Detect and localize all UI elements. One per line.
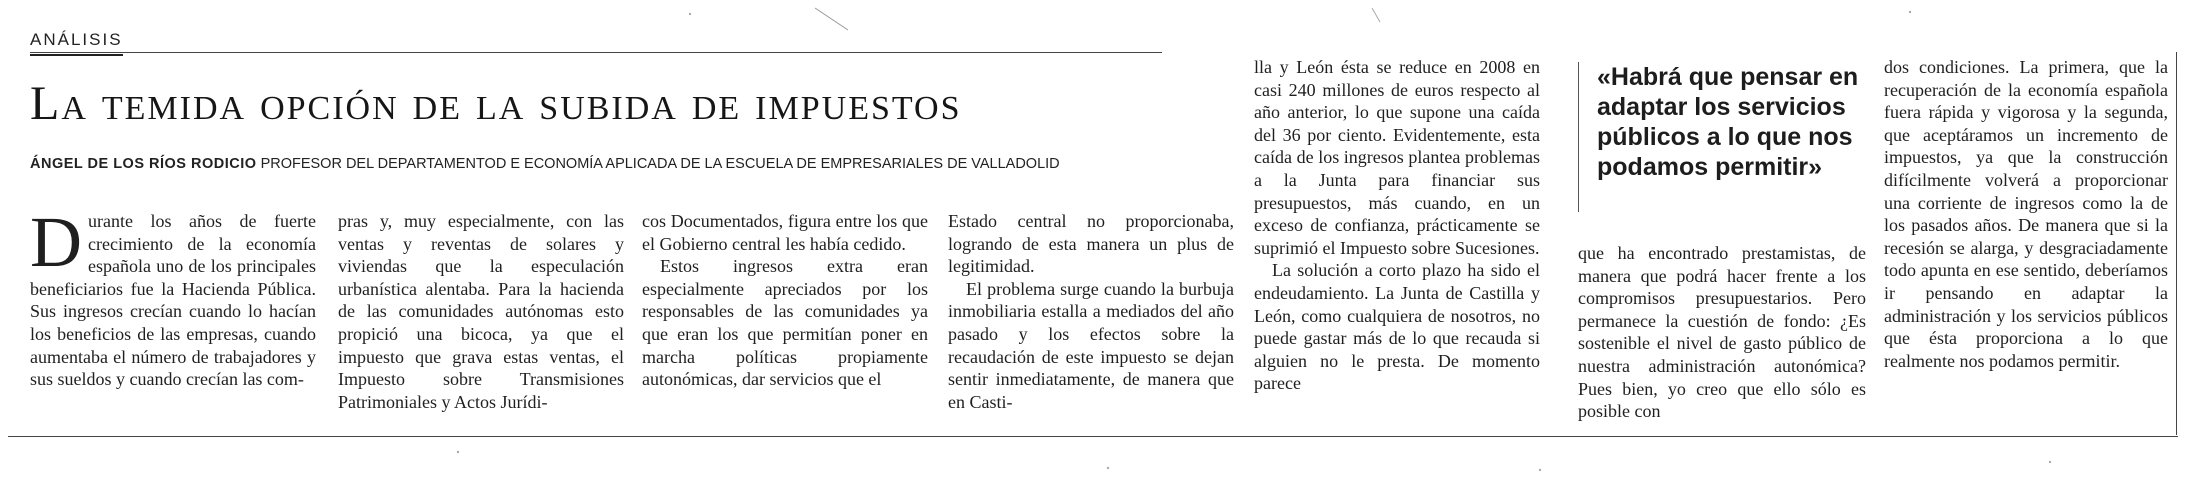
body-column-3: [642, 210, 928, 432]
scan-speck: [457, 451, 459, 453]
paragraph: [30, 210, 316, 391]
frame-right-rule: [2176, 52, 2177, 435]
paragraph: pras y, muy especialmente, con las ventas y reventas de solares y viviendas que la especulación urbanística alentaba. Para la hacienda de las comunidades autónomas esto propició una bicoca, ya que el impuesto que grava estas ventas, el Impuesto sobre Transmisiones Patrimoniales y Actos Jurídi-: [338, 211, 624, 412]
scan-mark: [815, 8, 848, 30]
frame-top-rule: [30, 52, 1162, 53]
body-column-6: [1578, 242, 1866, 432]
paragraph: La solución a corto plazo ha sido el endeudamiento. La Junta de Castilla y León, como cualquiera de nosotros, no puede gastar más de lo que recauda si alguien no le presta. De momento parece: [1254, 260, 1540, 394]
frame-bottom-rule: [8, 436, 2178, 437]
paragraph: lla y León ésta se reduce en 2008 en casi 240 millones de euros respecto al año anterior, lo que supone una caída del 36 por ciento. Evidentemente, esta caída de los ingresos plantea problemas a la Junta para financiar sus presupuestos, más cuando, en un exceso de confianza, prácticamente se suprimió el Impuesto sobre Sucesiones.: [1254, 57, 1540, 258]
scan-speck: [1107, 467, 1109, 469]
paragraph-text: urante los años de fuerte crecimiento de la economía española uno de los principales beneficiarios fue la Hacienda Pública. Sus ingresos crecían cuando lo hacían los beneficios de las empresas, cuando aumentaba el número de trabajadores y sus sueldos y cuando crecían las com-: [30, 211, 316, 390]
byline-author: ÁNGEL DE LOS RÍOS RODICIO: [30, 156, 257, 172]
body-column-4: [948, 210, 1234, 432]
body-column-1: [30, 210, 316, 432]
byline: [30, 156, 1170, 172]
paragraph: El problema surge cuando la burbuja inmobiliaria estalla a mediados del año pasado y los efectos sobre la recaudación de este impuesto se dejan sentir inmediatamente, de manera que en Casti-: [948, 278, 1234, 412]
paragraph: Estos ingresos extra eran especialmente apreciados por los responsables de las comunidades ya que eran los que permitían poner en marcha políticas propiamente autonómicas, dar servicios que el: [642, 256, 928, 390]
paragraph: Estado central no proporcionaba, logrando de esta manera un plus de legitimidad.: [948, 211, 1234, 277]
scan-speck: [689, 13, 691, 15]
body-column-2: [338, 210, 624, 432]
drop-cap: D: [30, 210, 82, 282]
scan-speck: [1539, 469, 1541, 471]
scan-speck: [2049, 461, 2051, 463]
body-column-5: [1254, 56, 1540, 432]
paragraph: dos condiciones. La primera, que la recuperación de la economía española fuera rápida y vigorosa y la segunda, que aceptáramos un incremento de impuestos, ya que la construcción difícilmente volverá a proporcionar una corriente de ingresos como la de los pasados años. De manera que si la recesión se alarga, y desgraciadamente todo apunta en ese sentido, deberíamos ir pensando en adaptar la administración y los servicios públicos que ésta proporciona a lo que realmente nos podamos permitir.: [1884, 57, 2168, 371]
scan-mark: [1372, 8, 1380, 22]
section-label: ANÁLISIS: [30, 30, 123, 56]
paragraph: que ha encontrado prestamistas, de manera que podrá hacer frente a los compromisos presupuestarios. Pero permanece la cuestión de fondo: ¿Es sostenible el nivel de gasto público de nuestra administración autonómica? Pues bien, yo creo que ello sólo es posible con: [1578, 243, 1866, 422]
byline-role: PROFESOR DEL DEPARTAMENTOD E ECONOMÍA APLICADA DE LA ESCUELA DE EMPRESARIALES DE VALLADOLID: [260, 156, 1060, 172]
pull-quote: «Habrá que pensar en adaptar los servicios públicos a lo que nos podamos permitir»: [1578, 62, 1895, 212]
body-column-7: [1884, 56, 2168, 432]
headline: La temida opción de la subida de impuestos: [30, 77, 962, 130]
scan-speck: [1909, 11, 1911, 13]
paragraph: cos Documentados, figura entre los que el Gobierno central les había cedido.: [642, 211, 928, 254]
